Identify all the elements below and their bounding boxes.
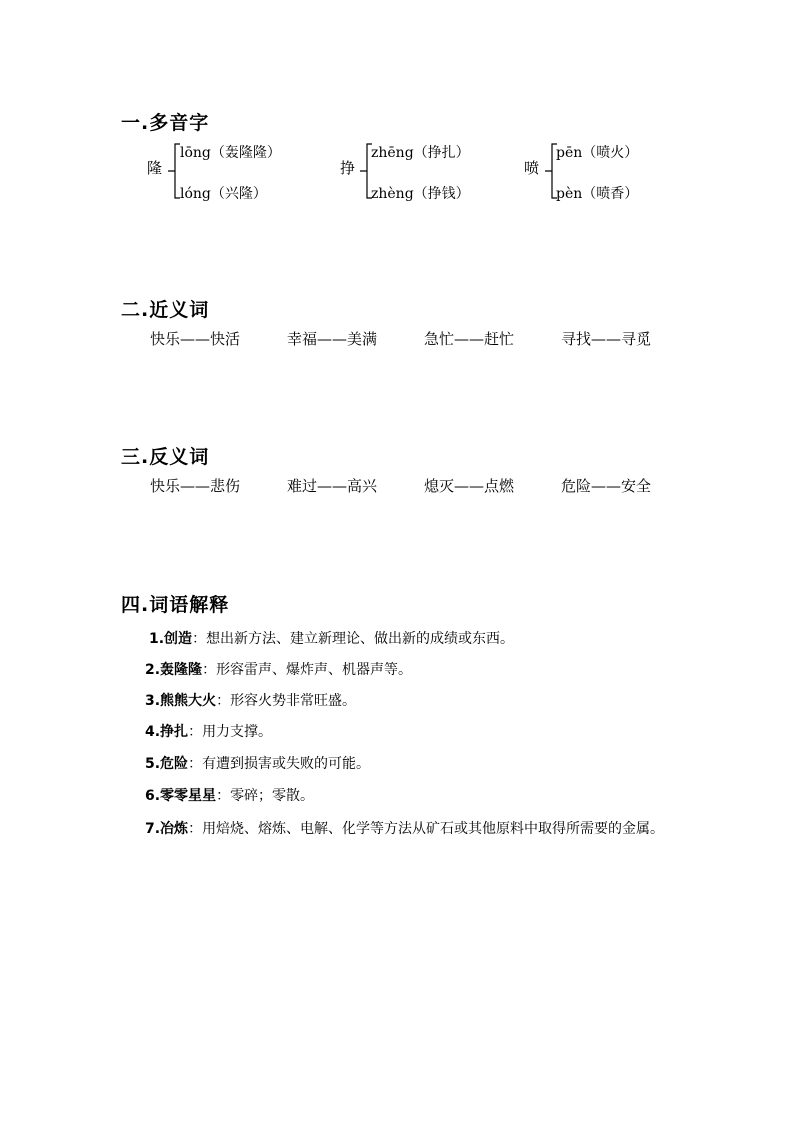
definition-term: 6.零零星星 bbox=[145, 788, 217, 804]
polyphone-reading: zhèng（挣钱） bbox=[371, 186, 470, 202]
synonym-list bbox=[150, 328, 690, 350]
definition-text: 零碎；零散。 bbox=[230, 788, 315, 804]
polyphone-char: 隆 bbox=[147, 159, 163, 177]
definition-separator: ： bbox=[188, 724, 203, 740]
definition-text: 形容雷声、爆炸声、机器声等。 bbox=[216, 662, 413, 678]
definition-text: 形容火势非常旺盛。 bbox=[230, 693, 357, 709]
polyphone-reading: pēn（喷火） bbox=[556, 145, 639, 161]
word-pair: 寻找——寻觅 bbox=[561, 330, 652, 348]
section-title-antonyms: 三.反义词 bbox=[121, 446, 210, 468]
polyphone-reading: zhēng（挣扎） bbox=[371, 145, 470, 161]
word-pair: 幸福——美满 bbox=[287, 330, 378, 348]
definition-separator: ： bbox=[192, 631, 207, 647]
polyphone-reading: pèn（喷香） bbox=[556, 186, 639, 202]
polyphone-group bbox=[524, 142, 674, 202]
definition-text: 用焙烧、熔炼、电解、化学等方法从矿石或其他原料中取得所需要的金属。 bbox=[202, 821, 665, 837]
definition-separator: ： bbox=[188, 821, 203, 837]
definition-separator: ： bbox=[202, 662, 217, 678]
definition-item bbox=[145, 659, 412, 679]
definition-text: 用力支撑。 bbox=[202, 724, 273, 740]
section-title-synonyms: 二.近义词 bbox=[121, 299, 210, 321]
word-pair: 快乐——悲伤 bbox=[150, 477, 241, 495]
definition-term: 1.创造 bbox=[149, 631, 193, 647]
word-pair: 急忙——赶忙 bbox=[424, 330, 515, 348]
word-pair: 熄灭——点燃 bbox=[424, 477, 515, 495]
definition-term: 2.轰隆隆 bbox=[145, 662, 203, 678]
antonym-list bbox=[150, 475, 690, 497]
definition-item bbox=[145, 818, 664, 838]
definition-item bbox=[145, 785, 314, 805]
polyphone-reading: lōng（轰隆隆） bbox=[180, 145, 281, 161]
definition-term: 7.冶炼 bbox=[145, 821, 189, 837]
definition-item bbox=[145, 721, 272, 741]
brace-icon bbox=[167, 142, 181, 202]
polyphone-reading: lóng（兴隆） bbox=[180, 186, 267, 202]
polyphone-char: 挣 bbox=[340, 159, 356, 177]
section-title-definitions: 四.词语解释 bbox=[121, 594, 230, 616]
definition-term: 4.挣扎 bbox=[145, 724, 189, 740]
word-pair: 难过——高兴 bbox=[287, 477, 378, 495]
definition-separator: ： bbox=[216, 693, 231, 709]
definition-item bbox=[149, 628, 514, 648]
word-pair: 危险——安全 bbox=[561, 477, 652, 495]
definition-term: 5.危险 bbox=[145, 756, 189, 772]
polyphone-group bbox=[147, 142, 317, 202]
definition-separator: ： bbox=[216, 788, 231, 804]
definition-separator: ： bbox=[188, 756, 203, 772]
polyphone-group bbox=[340, 142, 510, 202]
word-pair: 快乐——快活 bbox=[150, 330, 241, 348]
definition-item bbox=[145, 690, 356, 710]
definition-item bbox=[145, 753, 370, 773]
polyphone-char: 喷 bbox=[524, 159, 540, 177]
definition-text: 有遭到损害或失败的可能。 bbox=[202, 756, 371, 772]
definition-term: 3.熊熊大火 bbox=[145, 693, 217, 709]
section-title-polyphone: 一.多音字 bbox=[121, 112, 210, 134]
definition-text: 想出新方法、建立新理论、做出新的成绩或东西。 bbox=[206, 631, 515, 647]
